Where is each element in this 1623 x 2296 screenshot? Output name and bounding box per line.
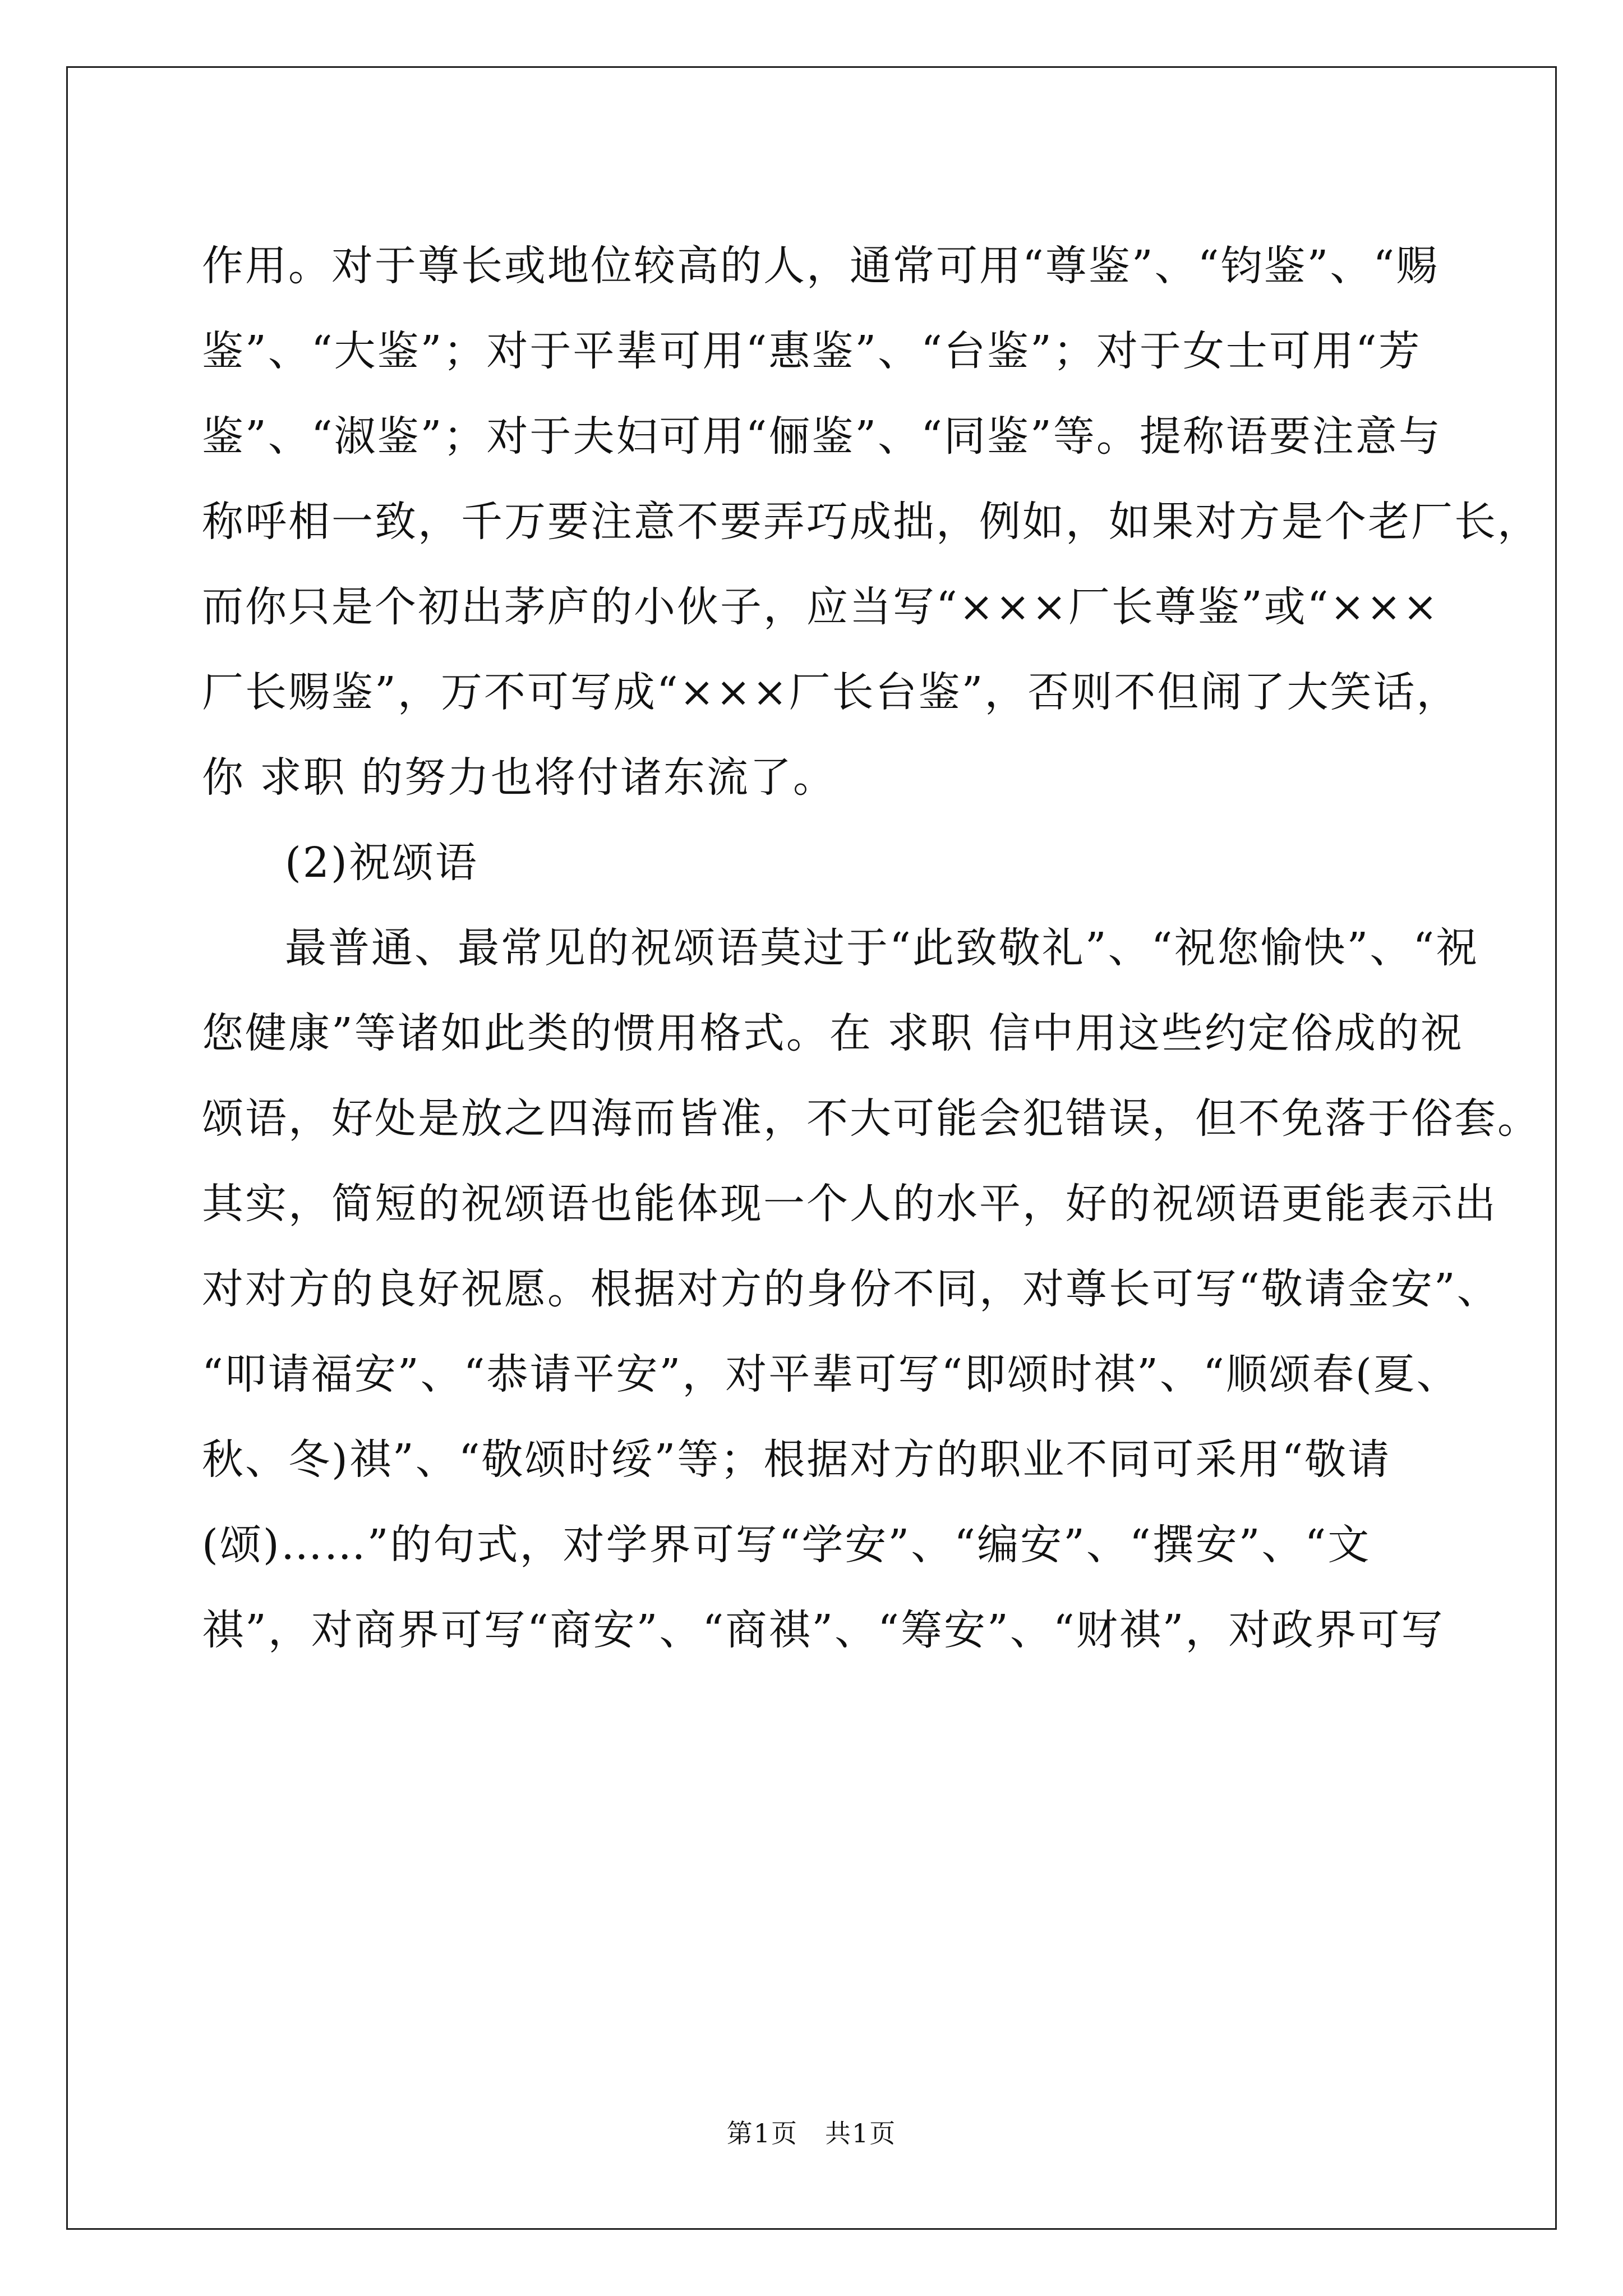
section-heading: (2)祝颂语	[285, 839, 478, 887]
text-line: 你 求职 的努力也将付诸东流了。	[202, 753, 837, 802]
page-footer: 第1页 共1页	[726, 2118, 897, 2148]
text-line: “叩请福安”、“恭请平安”，对平辈可写“即颂时祺”、“顺颂春(夏、	[202, 1350, 1460, 1398]
text-line: 而你只是个初出茅庐的小伙子，应当写“×××厂长尊鉴”或“×××	[202, 583, 1440, 631]
text-line: 鉴”、“淑鉴”；对于夫妇可用“俪鉴”、“同鉴”等。提称语要注意与	[202, 412, 1442, 461]
text-line: 秋、冬)祺”、“敬颂时绥”等；根据对方的职业不同可采用“敬请	[202, 1435, 1391, 1484]
text-line: 祺”，对商界可写“商安”、“商祺”、“筹安”、“财祺”，对政界可写	[202, 1606, 1445, 1654]
text-line: 鉴”、“大鉴”；对于平辈可用“惠鉴”、“台鉴”；对于女士可用“芳	[202, 327, 1422, 375]
text-line: 颂语，好处是放之四海而皆准，不大可能会犯错误，但不免落于俗套。	[202, 1094, 1541, 1143]
text-line: 最普通、最常见的祝颂语莫过于“此致敬礼”、“祝您愉快”、“祝	[285, 924, 1479, 972]
body-text	[202, 223, 1541, 1673]
text-line: (颂)……”的句式，对学界可写“学安”、“编安”、“撰安”、“文	[202, 1521, 1371, 1569]
text-line: 称呼相一致，千万要注意不要弄巧成拙，例如，如果对方是个老厂长，	[202, 498, 1541, 546]
text-line: 其实，简短的祝颂语也能体现一个人的水平，好的祝颂语更能表示出	[202, 1180, 1497, 1228]
text-line: 厂长赐鉴”，万不可写成“×××厂长台鉴”，否则不但闹了大笑话，	[202, 668, 1460, 716]
text-line: 您健康”等诸如此类的惯用格式。在 求职 信中用这些约定俗成的祝	[202, 1009, 1464, 1057]
text-line: 作用。对于尊长或地位较高的人，通常可用“尊鉴”、“钧鉴”、“赐	[202, 242, 1440, 290]
text-line: 对对方的良好祝愿。根据对方的身份不同，对尊长可写“敬请金安”、	[202, 1265, 1500, 1313]
